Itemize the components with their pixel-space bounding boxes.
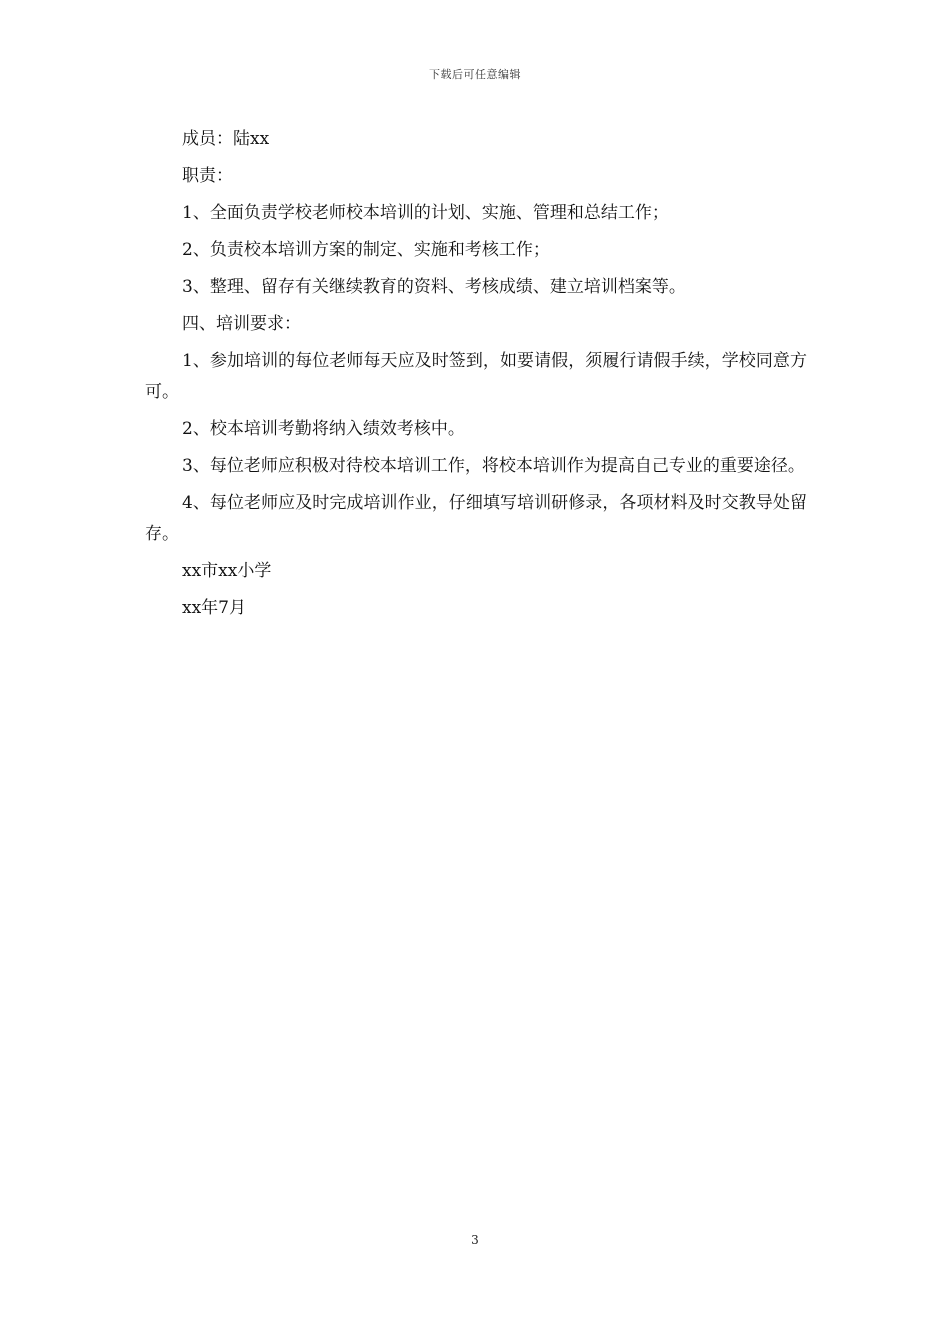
- section-heading-requirements: 四、培训要求：: [182, 314, 301, 334]
- duty-item-1: 1、全面负责学校老师校本培训的计划、实施、管理和总结工作；: [182, 203, 669, 223]
- requirement-item-4: 4、每位老师应及时完成培训作业，仔细填写培训研修录，各项材料及时交教导处留存。: [145, 493, 807, 544]
- requirement-item-2: 2、校本培训考勤将纳入绩效考核中。: [182, 419, 465, 439]
- page-number: 3: [471, 1233, 479, 1247]
- duty-item-3: 3、整理、留存有关继续教育的资料、考核成绩、建立培训档案等。: [182, 277, 686, 297]
- requirement-item-3: 3、每位老师应积极对待校本培训工作，将校本培训作为提高自己专业的重要途径。: [182, 456, 805, 476]
- signature-school: xx市xx小学: [182, 561, 272, 581]
- header-note: 下载后可任意编辑: [429, 68, 521, 81]
- member-line: 成员：陆xx: [182, 129, 270, 149]
- duty-item-2: 2、负责校本培训方案的制定、实施和考核工作；: [182, 240, 550, 260]
- duties-heading: 职责：: [182, 166, 233, 186]
- document-body: [145, 124, 807, 630]
- signature-date: xx年7月: [182, 598, 246, 618]
- requirement-item-1: 1、参加培训的每位老师每天应及时签到，如要请假，须履行请假手续，学校同意方可。: [145, 351, 807, 402]
